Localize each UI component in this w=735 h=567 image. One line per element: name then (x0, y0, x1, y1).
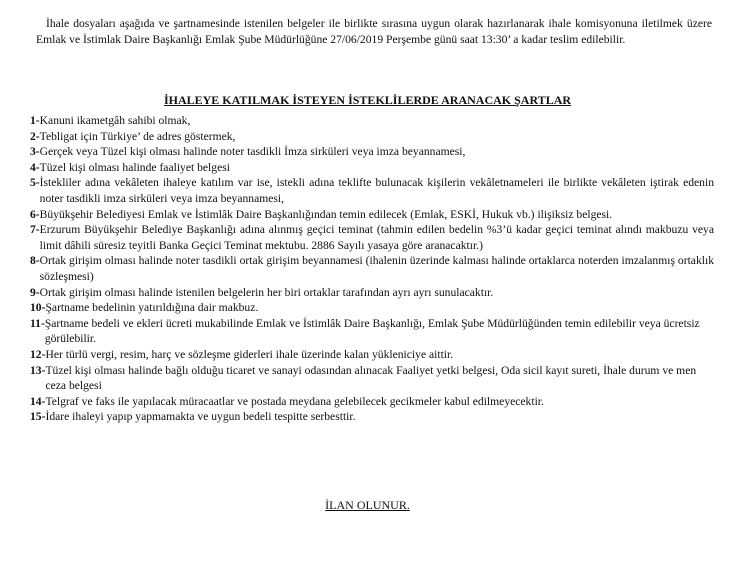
item-number: 7- (30, 223, 40, 237)
list-item (30, 316, 714, 347)
item-text: Tüzel kişi olması halinde faaliyet belgesi (39, 160, 230, 174)
intro-paragraph (36, 16, 712, 47)
item-number: 6- (30, 207, 40, 221)
list-item (30, 207, 714, 223)
list-item (30, 285, 714, 301)
item-number: 5- (30, 176, 40, 190)
intro-text: İhale dosyaları aşağıda ve şartnamesinde istenilen belgeler ile birlikte sırasına uygun olarak hazırlanarak ihale komisyonuna iletilmek üzere Emlak ve İstimlak Daire Başkanlığı Emlak Şube Müdürlüğüne 27/06/2019 Perşembe günü saat 13:30’ a kadar teslim edilebilir. (36, 17, 712, 46)
list-item (30, 160, 714, 176)
item-number: 3- (30, 145, 40, 159)
item-text: Gerçek veya Tüzel kişi olması halinde noter tasdikli İmza sirküleri veya imza beyannamesi, (39, 145, 466, 159)
item-number: 2- (30, 129, 40, 143)
item-number: 8- (30, 254, 40, 268)
list-item (30, 144, 714, 160)
list-item (30, 409, 714, 425)
item-text: Kanuni ikametgâh sahibi olmak, (39, 114, 191, 127)
item-text: İstekliler adına vekâleten ihaleye katılım var ise, istekli adına teklifte bulunacak kişilerin vekâletnameleri ile birlikte vekâleten iştirak edenin noter tasdikli imza sirküleri veya imza beyannamesi, (39, 176, 714, 205)
item-number: 1- (30, 114, 40, 127)
list-item (30, 347, 714, 363)
list-item (30, 175, 714, 206)
item-text: Büyükşehir Belediyesi Emlak ve İstimlâk Daire Başkanlığından temin edilecek (Emlak, ESKİ, Hukuk vb.) ilişiksiz belgesi. (39, 207, 613, 221)
item-text: Telgraf ve faks ile yapılacak müracaatlar ve postada meydana gelebilecek gecikmeler kabul edilmeyecektir. (45, 394, 544, 408)
item-text: Ortak girişim olması halinde istenilen belgelerin her biri ortaklar tarafından ayrı ayrı sunulacaktır. (39, 285, 494, 299)
announcement-footer: İLAN OLUNUR. (325, 498, 410, 512)
conditions-heading: İHALEYE KATILMAK İSTEYEN İSTEKLİLERDE ARANACAK ŞARTLAR (163, 93, 572, 107)
item-text: Tüzel kişi olması halinde bağlı olduğu ticaret ve sanayi odasından alınacak Faaliyet yetki belgesi, Oda sicil kayıt sureti, İhale durum ve men ceza belgesi (45, 363, 697, 393)
list-item (30, 394, 714, 410)
item-text: Her türlü vergi, resim, harç ve sözleşme giderleri ihale üzerinde kalan yükleniciye aittir. (45, 347, 454, 361)
list-item (30, 253, 714, 284)
list-item (30, 300, 714, 316)
item-number: 15- (30, 410, 46, 424)
item-text: Tebligat için Türkiye’ de adres göstermek, (39, 129, 236, 143)
item-number: 9- (30, 285, 40, 299)
list-item (30, 363, 714, 394)
item-text: Şartname bedeli ve ekleri ücreti mukabilinde Emlak ve İstimlâk Daire Başkanlığı, Emlak Şube Müdürlüğünden temin edilebilir veya ücretsiz görülebilir. (44, 316, 700, 346)
list-item (30, 113, 714, 129)
item-number: 14- (30, 394, 46, 408)
conditions-list (30, 113, 714, 425)
item-text: Erzurum Büyükşehir Belediye Başkanlığı adına alınmış geçici teminat (tahmin edilen bedelin %3’ü kadar geçici teminat alındı makbuzu veya limit dâhili süresiz teyitli Banka Geçici Teminat mektubu. 2886 Sayılı yasaya göre aranacaktır.) (39, 223, 714, 252)
item-number: 4- (30, 160, 40, 174)
item-number: 11- (30, 316, 45, 330)
item-number: 12- (30, 347, 46, 361)
list-item (30, 222, 714, 253)
item-number: 13- (30, 363, 46, 377)
item-text: Şartname bedelinin yatırıldığına dair makbuz. (45, 301, 259, 315)
item-text: İdare ihaleyi yapıp yapmamakta ve uygun bedeli tespitte serbesttir. (45, 410, 356, 424)
item-number: 10- (30, 301, 46, 315)
item-text: Ortak girişim olması halinde noter tasdikli ortak girişim beyannamesi (ihalenin üzerinde kalması halinde ortaklarca noterden imzalanmış ortaklık sözleşmesi) (39, 254, 714, 283)
list-item (30, 129, 714, 145)
